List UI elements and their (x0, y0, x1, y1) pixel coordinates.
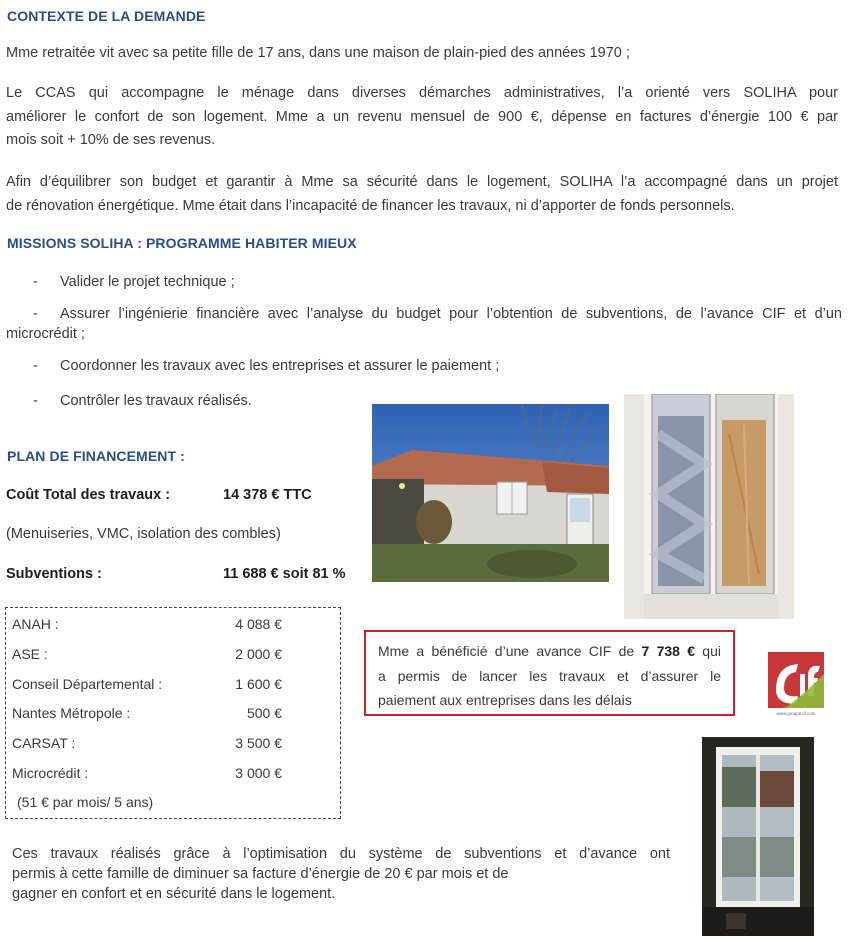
cif-line: a permis de lancer les travaux et d’assurer le (378, 667, 721, 684)
mission-item-text: Contrôler les travaux réalisés. (60, 393, 252, 409)
subvention-row-amount: 1 600 € (235, 676, 282, 692)
subvention-row (12, 705, 282, 725)
subvention-row-amount: 3 000 € (235, 765, 282, 781)
dash-bullet: - (33, 274, 38, 290)
subvention-row-amount: 4 088 € (235, 616, 282, 632)
cif-text: qui (695, 643, 721, 659)
window-after-photo (702, 737, 814, 936)
conclusion-line: Ces travaux réalisés grâce à l’optimisation du système de subventions et d’avance ont (12, 846, 670, 862)
subvention-row-label: ANAH : (12, 616, 59, 632)
section-heading-plan: PLAN DE FINANCEMENT : (7, 448, 185, 464)
subvention-row-amount: 3 500 € (235, 735, 282, 751)
subvention-row-label: CARSAT : (12, 735, 76, 751)
conclusion-line: gagner en confort et en sécurité dans le logement. (12, 886, 336, 902)
subvention-row-amount: 500 € (246, 705, 282, 721)
subvention-row (12, 765, 282, 785)
conclusion-paragraph (12, 844, 670, 904)
contexte-p2-line: mois soit + 10% de ses revenus. (6, 132, 216, 148)
mission-item (6, 272, 842, 292)
subvention-row (12, 646, 282, 666)
cif-amount: 7 738 € (641, 643, 696, 659)
cif-line: paiement aux entreprises dans les délais (378, 692, 632, 708)
subvention-row-label: ASE : (12, 646, 48, 662)
subvention-row (12, 735, 282, 755)
mission-item (6, 356, 842, 376)
mission-item (6, 304, 842, 344)
subventions-value: 11 688 € soit 81 % (223, 566, 346, 582)
contexte-p2-line: Le CCAS qui accompagne le ménage dans diverses démarches administratives, l’a orienté vers SOLIHA pour (6, 85, 838, 101)
contexte-p2-line: améliorer le confort de son logement. Mme a un revenu mensuel de 900 €, dépense en factures d’énergie 100 € par (6, 108, 838, 125)
subvention-row-label: Conseil Départemental : (12, 676, 163, 692)
cif-line (378, 639, 721, 664)
dash-bullet: - (33, 306, 38, 322)
dash-bullet: - (33, 358, 38, 374)
contexte-paragraph-2 (6, 82, 838, 153)
window-before-photo (624, 394, 794, 619)
mission-item-text: Coordonner les travaux avec les entreprises et assurer le paiement ; (60, 358, 500, 374)
conclusion-line: permis à cette famille de diminuer sa facture d’énergie de 20 € par mois et de (12, 866, 509, 882)
house-exterior-photo (372, 404, 609, 582)
dash-bullet: - (33, 393, 38, 409)
cout-total-value: 14 378 € TTC (223, 487, 312, 503)
contexte-p3-line: Afin d’équilibrer son budget et garantir à Mme sa sécurité dans le logement, SOLIHA l’a accompagné dans un projet (6, 174, 838, 190)
microcredit-note: (51 € par mois/ 5 ans) (17, 794, 154, 810)
subvention-row (12, 616, 282, 636)
cif-text: Mme a bénéficié d’une avance CIF de (378, 643, 642, 659)
mission-item-text: Valider le projet technique ; (60, 274, 235, 290)
cout-total-label: Coût Total des travaux : (6, 487, 171, 503)
subvention-row-amount: 2 000 € (235, 646, 282, 662)
subvention-row-label: Nantes Métropole : (12, 705, 131, 721)
contexte-p3-line: de rénovation énergétique. Mme était dans l’incapacité de financer les travaux, ni d’apporter de fonds personnels. (6, 198, 735, 214)
mission-item-text: Assurer l’ingénierie financière avec l’analyse du budget pour l’obtention de subventions, de l’avance CIF et d’un microcrédit ; (6, 306, 842, 342)
subvention-row (12, 676, 282, 696)
contexte-paragraph-1: Mme retraitée vit avec sa petite fille de 17 ans, dans une maison de plain-pied des années 1970 ; (6, 45, 630, 61)
cout-detail: (Menuiseries, VMC, isolation des combles) (6, 526, 281, 542)
section-heading-contexte: CONTEXTE DE LA DEMANDE (7, 8, 206, 24)
subventions-label: Subventions : (6, 566, 102, 582)
contexte-paragraph-3 (6, 170, 838, 218)
section-heading-missions: MISSIONS SOLIHA : PROGRAMME HABITER MIEUX (7, 235, 357, 251)
cif-logo-caption: www.groupecif.com (776, 711, 816, 716)
subvention-row-label: Microcrédit : (12, 765, 89, 781)
cif-callout-box (364, 630, 735, 716)
cif-logo (768, 652, 826, 718)
